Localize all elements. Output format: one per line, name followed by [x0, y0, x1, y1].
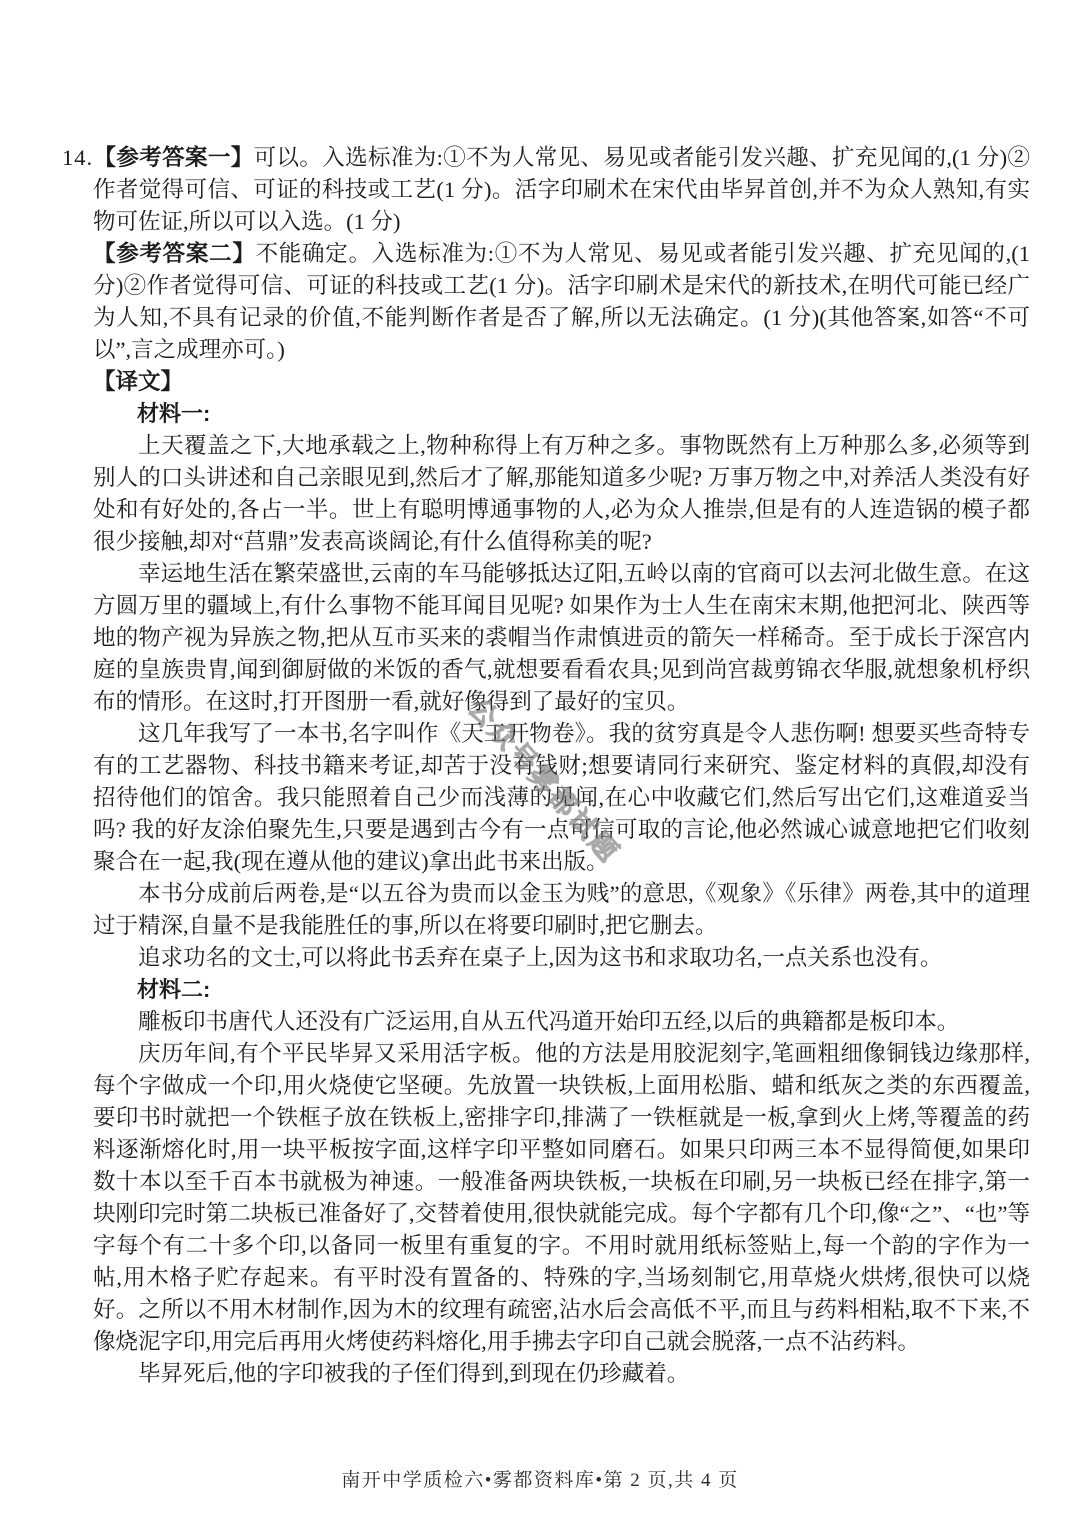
page-content: [62, 142, 1030, 1390]
question-number: 14.: [62, 145, 94, 170]
answer-paragraph-one: [62, 142, 1030, 238]
reference-answer-one-text: 可以。入选标准为:①不为人常见、易见或者能引发兴趣、扩充见闻的,(1 分)②作者觉得可信、可证的科技或工艺(1 分)。活字印刷术在宋代由毕昇首创,并不为众人熟知,有实物可佐证,所以可以入选。(1 分): [93, 145, 1030, 234]
material-two-paragraph: 雕板印书唐代人还没有广泛运用,自从五代冯道开始印五经,以后的典籍都是板印本。: [138, 1009, 960, 1034]
reference-answer-two-text: 不能确定。入选标准为:①不为人常见、易见或者能引发兴趣、扩充见闻的,(1 分)②作者觉得可信、可证的科技或工艺(1 分)。活字印刷术是宋代的新技术,在明代可能已经广为人知,不具有记录的价值,不能判断作者是否了解,所以无法确定。(1 分)(其他答案,如答“不可以”,言之成理亦可。): [93, 241, 1030, 362]
translation-section-header: 【译文】: [93, 369, 184, 394]
material-one-paragraph: 本书分成前后两卷,是“以五谷为贵而以金玉为贱”的意思,《观象》《乐律》两卷,其中的道理过于精深,自量不是我能胜任的事,所以在将要印刷时,把它删去。: [93, 881, 1030, 938]
diagonal-watermark: 公众号雾都试题: [462, 692, 626, 869]
material-two-paragraph: 庆历年间,有个平民毕昇又采用活字板。他的方法是用胶泥刻字,笔画粗细像铜钱边缘那样,每个字做成一个印,用火烧使它坚硬。先放置一块铁板,上面用松脂、蜡和纸灰之类的东西覆盖,要印书时就把一个铁框子放在铁板上,密排字印,排满了一铁框就是一板,拿到火上烤,等覆盖的药料逐渐熔化时,用一块平板按字面,这样字印平整如同磨石。如果只印两三本不显得简便,如果印数十本以至千百本书就极为神速。一般准备两块铁板,一块板在印刷,另一块板已经在排字,第一块刚印完时第二块板已准备好了,交替着使用,很快就能完成。每个字都有几个印,像“之”、“也”等字每个有二十多个印,以备同一板里有重复的字。不用时就用纸标签贴上,每一个韵的字作为一帖,用木格子贮存起来。有平时没有置备的、特殊的字,当场刻制它,用草烧火烘烤,很快可以烧好。之所以不用木材制作,因为木的纹理有疏密,沾水后会高低不平,而且与药料相粘,取不下来,不像烧泥字印,用完后再用火烤使药料熔化,用手拂去字印自己就会脱落,一点不沾药料。: [93, 1041, 1030, 1354]
reference-answer-one-label: 【参考答案一】: [93, 145, 254, 170]
page-footer: 南开中学质检六•雾都资料库•第 2 页,共 4 页: [341, 1470, 739, 1491]
material-one-paragraph: 这几年我写了一本书,名字叫作《天工开物卷》。我的贫穷真是令人悲伤啊! 想要买些奇特专有的工艺器物、科技书籍来考证,却苦于没有钱财;想要请同行来研究、鉴定材料的真假,却没有招待他们的馆舍。我只能照着自己少而浅薄的见闻,在心中收藏它们,然后写出它们,这难道妥当吗? 我的好友涂伯聚先生,只要是遇到古今有一点可信可取的言论,他必然诚心诚意地把它们收刻聚合在一起,我(现在遵从他的建议)拿出此书来出版。: [93, 721, 1030, 874]
answer-paragraph-two: [93, 238, 1030, 366]
material-two-heading: 材料二:: [137, 977, 211, 1002]
material-one-paragraph: 追求功名的文士,可以将此书丢弃在桌子上,因为这书和求取功名,一点关系也没有。: [138, 945, 943, 970]
reference-answer-two-label: 【参考答案二】: [93, 241, 256, 266]
material-two-paragraph: 毕昇死后,他的字印被我的子侄们得到,到现在仍珍藏着。: [138, 1361, 690, 1386]
material-one-paragraph: 幸运地生活在繁荣盛世,云南的车马能够抵达辽阳,五岭以南的官商可以去河北做生意。在这方圆万里的疆域上,有什么事物不能耳闻目见呢? 如果作为士人生在南宋末期,他把河北、陕西等地的物产视为异族之物,把从互市买来的裘帽当作肃慎进贡的箭矢一样稀奇。至于成长于深宫内庭的皇族贵胄,闻到御厨做的米饭的香气,就想要看看农具;见到尚宫裁剪锦衣华服,就想象机杼织布的情形。在这时,打开图册一看,就好像得到了最好的宝贝。: [93, 561, 1030, 714]
material-one-paragraph: 上天覆盖之下,大地承载之上,物种称得上有万种之多。事物既然有上万种那么多,必须等到别人的口头讲述和自己亲眼见到,然后才了解,那能知道多少呢? 万事万物之中,对养活人类没有好处和有好处的,各占一半。世上有聪明博通事物的人,必为众人推崇,但是有的人连造锅的模子都很少接触,却对“莒鼎”发表高谈阔论,有什么值得称美的呢?: [93, 433, 1030, 554]
material-one-heading: 材料一:: [137, 401, 211, 426]
